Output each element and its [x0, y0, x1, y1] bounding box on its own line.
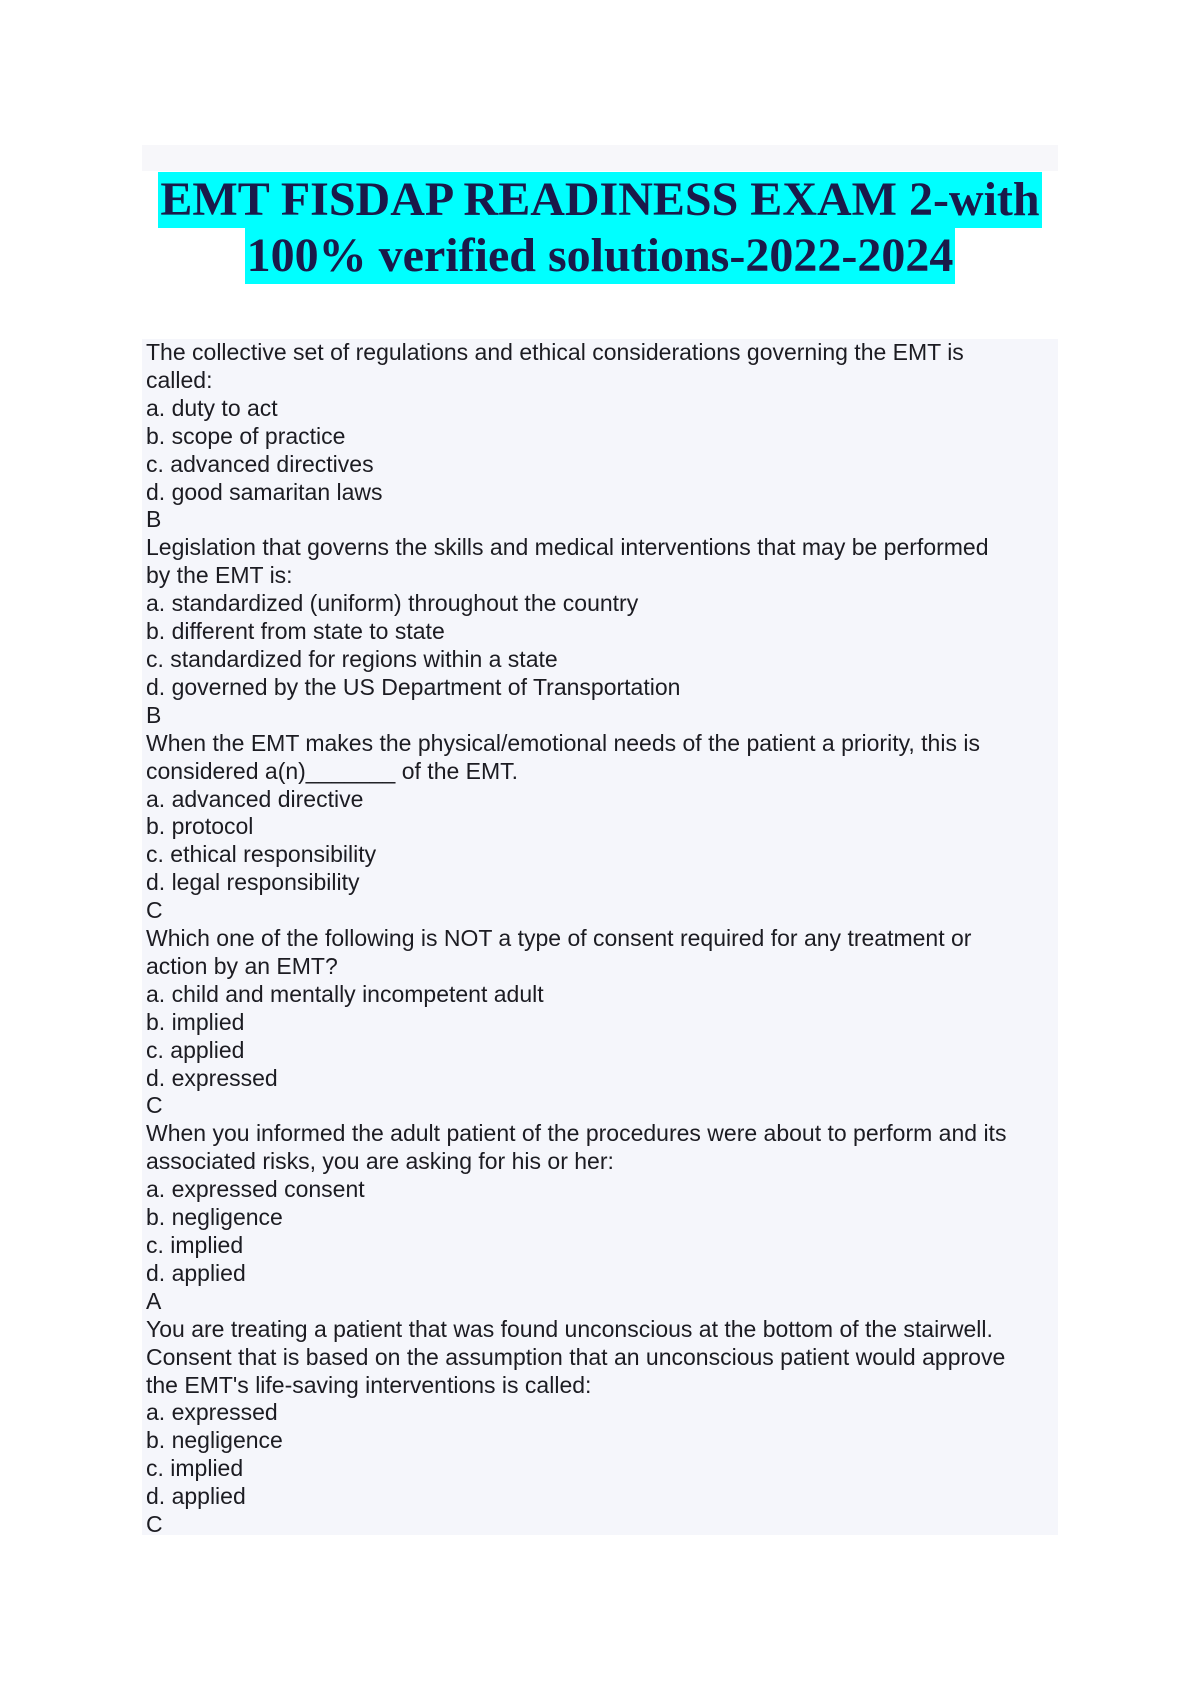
question-stem-line: When the EMT makes the physical/emotional needs of the patient a priority, this is [146, 729, 980, 756]
answer-option: b. scope of practice [146, 422, 346, 449]
question-block [146, 1316, 1058, 1539]
answer-option: d. legal responsibility [146, 869, 360, 896]
title-line-2: 100% verified solutions-2022-2024 [246, 229, 954, 282]
answer-option: d. expressed [146, 1064, 278, 1091]
question-stem-line: Which one of the following is NOT a type of consent required for any treatment or [146, 925, 972, 952]
correct-answer: C [146, 1511, 163, 1538]
question-block [146, 1120, 1058, 1315]
answer-option: b. different from state to state [146, 618, 445, 645]
answer-option: d. applied [146, 1259, 246, 1286]
correct-answer: C [146, 1092, 163, 1119]
question-block [146, 534, 1058, 729]
answer-option: c. implied [146, 1455, 244, 1482]
question-stem-line: You are treating a patient that was found unconscious at the bottom of the stairwell. [146, 1315, 993, 1342]
answer-option: c. standardized for regions within a state [146, 645, 558, 672]
question-block [146, 730, 1058, 925]
title-line-1: EMT FISDAP READINESS EXAM 2-with [160, 173, 1040, 226]
answer-option: b. negligence [146, 1204, 283, 1231]
answer-option: b. negligence [146, 1427, 283, 1454]
correct-answer: B [146, 701, 162, 728]
question-block [146, 925, 1058, 1120]
question-stem-line: considered a(n)_______ of the EMT. [146, 757, 519, 784]
answer-option: b. protocol [146, 813, 254, 840]
answer-option: a. child and mentally incompetent adult [146, 980, 544, 1007]
answer-option: a. expressed [146, 1399, 278, 1426]
question-block [146, 339, 1058, 534]
correct-answer: C [146, 897, 163, 924]
question-stem-line: by the EMT is: [146, 562, 293, 589]
answer-option: d. governed by the US Department of Transportation [146, 673, 681, 700]
question-stem-line: When you informed the adult patient of the procedures were about to perform and its [146, 1120, 1007, 1147]
document-title [142, 172, 1058, 284]
answer-option: c. advanced directives [146, 450, 374, 477]
question-stem-line: Legislation that governs the skills and medical interventions that may be performed [146, 534, 989, 561]
answer-option: a. advanced directive [146, 785, 364, 812]
answer-option: c. implied [146, 1232, 244, 1258]
answer-option: c. ethical responsibility [146, 841, 377, 868]
question-list [142, 339, 1058, 1538]
answer-option: c. applied [146, 1036, 245, 1063]
answer-option: a. expressed consent [146, 1176, 365, 1203]
answer-option: d. applied [146, 1483, 246, 1510]
correct-answer: B [146, 506, 162, 533]
question-stem-line: The collective set of regulations and ethical considerations governing the EMT is [146, 339, 964, 365]
answer-option: b. implied [146, 1008, 245, 1035]
answer-option: d. good samaritan laws [146, 478, 383, 505]
answer-option: a. standardized (uniform) throughout the country [146, 590, 639, 617]
question-stem-line: Consent that is based on the assumption that an unconscious patient would approve [146, 1343, 1006, 1370]
question-stem-line: the EMT's life-saving interventions is called: [146, 1371, 592, 1398]
question-stem-line: action by an EMT? [146, 952, 338, 979]
answer-option: a. duty to act [146, 394, 278, 421]
question-stem-line: called: [146, 366, 213, 393]
header-band [142, 145, 1058, 171]
correct-answer: A [146, 1287, 162, 1314]
question-stem-line: associated risks, you are asking for his or her: [146, 1148, 614, 1175]
